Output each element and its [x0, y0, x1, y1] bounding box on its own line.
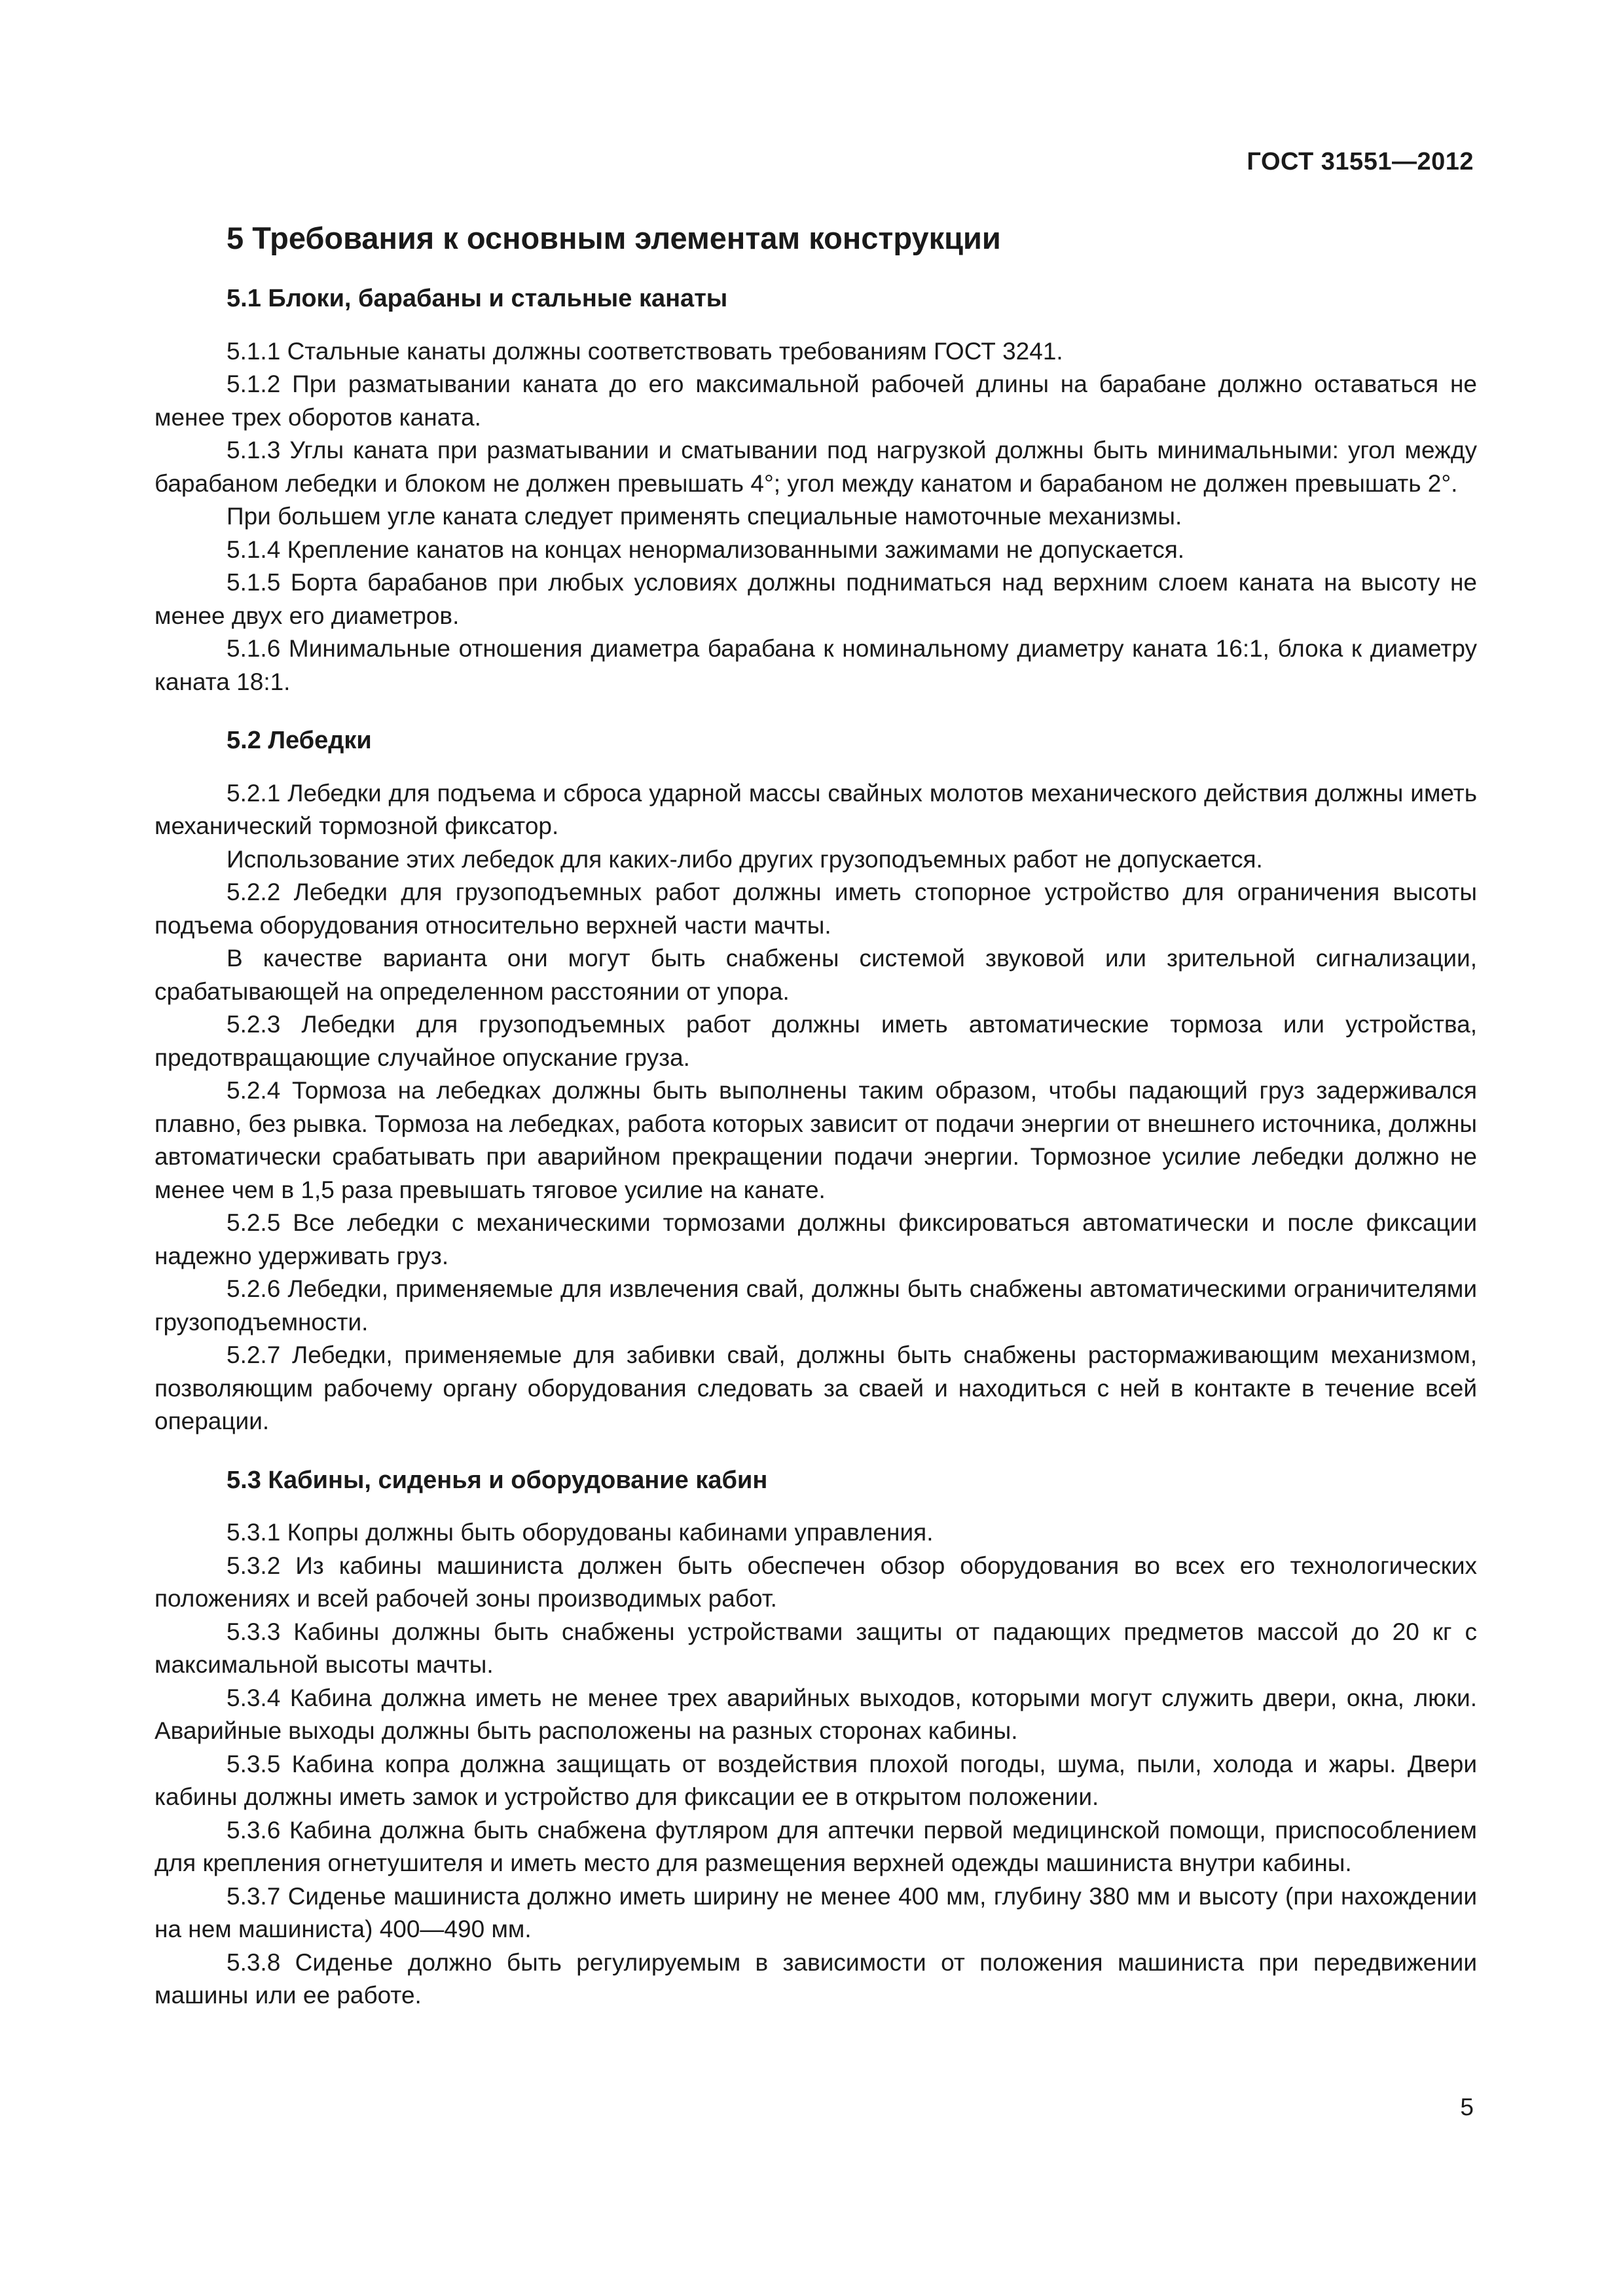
paragraph: При большем угле каната следует применять специальные намоточные механизмы. — [227, 503, 1182, 530]
paragraph: В качестве варианта они могут быть снабжены системой звуковой или зрительной сигнализации, срабатывающей на определенном расстоянии от упора. — [155, 945, 1477, 1005]
paragraph: 5.1.4 Крепление канатов на концах ненормализованными зажимами не допускается. — [227, 536, 1185, 563]
subsection-title: 5.1 Блоки, барабаны и стальные канаты — [227, 285, 728, 313]
paragraph: 5.3.3 Кабины должны быть снабжены устройствами защиты от падающих предметов массой до 20 кг с максимальной высоты мачты. — [155, 1618, 1477, 1679]
paragraph: 5.2.7 Лебедки, применяемые для забивки свай, должны быть снабжены растормаживающим механизмом, позволяющим рабочему органу оборудования следовать за сваей и находиться с ней в контакте в течение всей операции. — [155, 1341, 1477, 1435]
paragraph: 5.1.6 Минимальные отношения диаметра барабана к номинальному диаметру каната 16:1, блока к диаметру каната 18:1. — [155, 635, 1477, 695]
paragraph: Использование этих лебедок для каких-либо других грузоподъемных работ не допускается. — [227, 845, 1263, 873]
paragraph: 5.1.1 Стальные канаты должны соответствовать требованиям ГОСТ 3241. — [227, 337, 1063, 365]
paragraph: 5.2.1 Лебедки для подъема и сброса ударной массы свайных молотов механического действия должны иметь механический тормозной фиксатор. — [155, 779, 1477, 840]
paragraph: 5.3.7 Сиденье машиниста должно иметь ширину не менее 400 мм, глубину 380 мм и высоту (при нахождении на нем машиниста) 400—490 мм. — [155, 1882, 1477, 1943]
page-number: 5 — [1460, 2094, 1474, 2121]
document-body — [155, 220, 1477, 2039]
subsection-5-2 — [155, 725, 1477, 1438]
document-code-header: ГОСТ 31551—2012 — [1247, 148, 1474, 175]
paragraph: 5.3.8 Сиденье должно быть регулируемым в зависимости от положения машиниста при передвижении машины или ее работе. — [155, 1948, 1477, 2009]
paragraph: 5.2.5 Все лебедки с механическими тормозами должны фиксироваться автоматически и после фиксации надежно удерживать груз. — [155, 1209, 1477, 1269]
paragraph: 5.3.4 Кабина должна иметь не менее трех аварийных выходов, которыми могут служить двери, окна, люки. Аварийные выходы должны быть расположены на разных сторонах кабины. — [155, 1684, 1477, 1745]
paragraph: 5.1.2 При разматывании каната до его максимальной рабочей длины на барабане должно оставаться не менее трех оборотов каната. — [155, 371, 1477, 431]
section-title: 5 Требования к основным элементам конструкции — [227, 221, 1001, 255]
paragraph: 5.1.5 Борта барабанов при любых условиях должны подниматься над верхним слоем каната на высоту не менее двух его диаметров. — [155, 569, 1477, 629]
subsection-title: 5.2 Лебедки — [227, 727, 372, 755]
paragraph: 5.1.3 Углы каната при разматывании и сматывании под нагрузкой должны быть минимальными: угол между барабаном лебедки и блоком не должен превышать 4°; угол между канатом и барабаном не должен превышать 2°. — [155, 437, 1477, 497]
subsection-5-3 — [155, 1465, 1477, 2013]
paragraph: 5.2.6 Лебедки, применяемые для извлечения свай, должны быть снабжены автоматическими ограничителями грузоподъемности. — [155, 1275, 1477, 1336]
subsection-5-1 — [155, 283, 1477, 699]
paragraph: 5.2.3 Лебедки для грузоподъемных работ должны иметь автоматические тормоза или устройства, предотвращающие случайное опускание груза. — [155, 1011, 1477, 1071]
paragraph: 5.2.2 Лебедки для грузоподъемных работ должны иметь стопорное устройство для ограничения высоты подъема оборудования относительно верхней части мачты. — [155, 879, 1477, 939]
subsection-title: 5.3 Кабины, сиденья и оборудование кабин — [227, 1466, 768, 1494]
paragraph: 5.3.1 Копры должны быть оборудованы кабинами управления. — [227, 1519, 934, 1546]
paragraph: 5.2.4 Тормоза на лебедках должны быть выполнены таким образом, чтобы падающий груз задерживался плавно, без рывка. Тормоза на лебедках, работа которых зависит от подачи энергии от внешнего источника, должны автоматически срабатывать при аварийном прекращении подачи энергии. Тормозное усилие лебедки должно не менее чем в 1,5 раза превышать тяговое усилие на канате. — [155, 1077, 1478, 1203]
paragraph: 5.3.2 Из кабины машиниста должен быть обеспечен обзор оборудования во всех его технологических положениях и всей рабочей зоны производимых работ. — [155, 1552, 1477, 1613]
paragraph: 5.3.6 Кабина должна быть снабжена футляром для аптечки первой медицинской помощи, приспособлением для крепления огнетушителя и иметь место для размещения верхней одежды машиниста внутри кабины. — [155, 1816, 1477, 1877]
paragraph: 5.3.5 Кабина копра должна защищать от воздействия плохой погоды, шума, пыли, холода и жары. Двери кабины должны иметь замок и устройство для фиксации ее в открытом положении. — [155, 1750, 1477, 1811]
